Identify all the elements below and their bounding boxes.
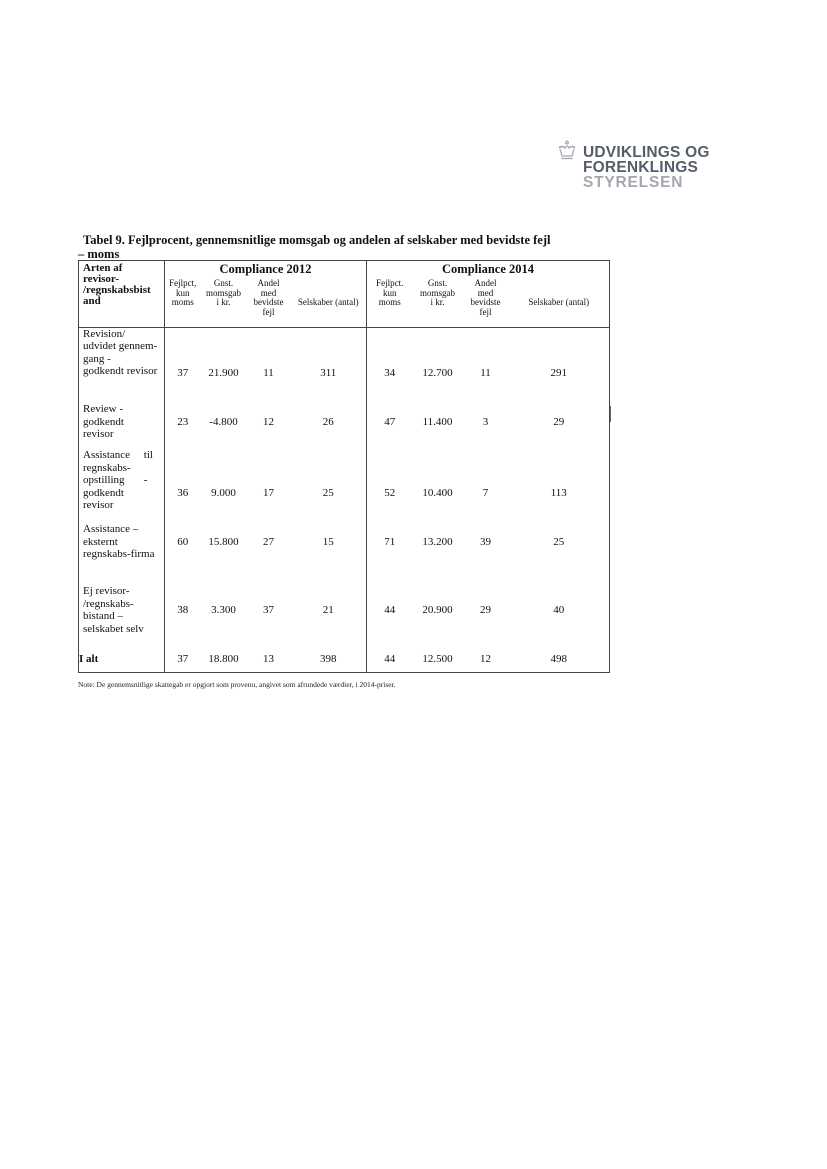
row-header-cell (79, 261, 165, 328)
cell-value: 21 (322, 604, 334, 616)
cell-value: 12 (480, 653, 492, 666)
col-header-line: Fejlpct. (376, 278, 404, 288)
cell-value: 3.300 (211, 604, 236, 616)
row-label-line: regnskabs-firma (83, 548, 155, 560)
cell-value: 18.800 (208, 653, 239, 666)
row-label-line: regnskabs- (83, 461, 131, 474)
cell-value: 9.000 (211, 487, 236, 499)
row-label-line: bistand – (83, 610, 124, 622)
row-label (79, 449, 165, 521)
col-header-fejlpct-2012 (165, 277, 201, 327)
cell-value: 44 (367, 647, 413, 672)
row-label-line: selskabet selv (83, 622, 144, 635)
col-header-line: momsgab (420, 287, 456, 298)
col-header-line: Gnst. (427, 278, 448, 288)
col-header-line: bevidste (253, 297, 284, 307)
col-header-andel-2012 (247, 277, 291, 327)
col-header-line: kun (176, 287, 190, 298)
cell-value: 60 (165, 521, 201, 577)
row-header-line: Arten af (83, 262, 123, 274)
cell-value: 291 (550, 366, 568, 379)
cell-value: 20.900 (422, 604, 453, 616)
col-header-line: Selskaber (antal) (528, 297, 590, 307)
row-label-line: Ej revisor- (83, 585, 130, 597)
cell-value: 27 (263, 536, 274, 548)
col-header-andel-2014 (463, 277, 509, 327)
cell-value: 15.800 (208, 536, 239, 548)
row-label (79, 327, 165, 403)
row-label-line: /regnskabs- (83, 597, 134, 610)
table-row (79, 449, 610, 521)
caption-line-1: Tabel 9. Fejlprocent, gennemsnitlige momsgab og andelen af selskaber med bevidste fejl (83, 233, 551, 247)
cell-value: 13.200 (422, 536, 453, 548)
col-header-line: i kr. (216, 297, 231, 307)
logo-text-line-2: FORENKLINGS (583, 159, 699, 176)
row-label-line: gang - (83, 352, 111, 365)
row-label-line: Review - (83, 403, 124, 415)
cell-value: 113 (550, 487, 567, 499)
col-header-line: fejl (262, 306, 275, 317)
cell-value: 11 (263, 366, 274, 379)
row-label-line: revisor (83, 499, 114, 511)
col-header-line: i kr. (430, 297, 445, 307)
col-header-line: med (260, 287, 277, 298)
cell-value: 12.700 (422, 366, 453, 379)
row-label-line: Revision/ (83, 327, 126, 340)
cell-value: 44 (367, 577, 413, 647)
table-row-total (79, 647, 610, 672)
cell-value: 13 (263, 653, 274, 666)
row-header-line: /regnskabsbist (83, 284, 151, 296)
col-header-line: Andel (474, 278, 497, 288)
row-label (79, 403, 165, 449)
row-label-line: eksternt (83, 535, 118, 548)
row-label-line: Assistance – (83, 523, 139, 535)
col-header-line: Fejlpct, (169, 278, 197, 288)
cell-value: 25 (322, 487, 334, 499)
table-caption (78, 233, 598, 261)
cell-value: 11.400 (422, 416, 453, 428)
cell-value: 34 (367, 327, 413, 403)
col-header-line: fejl (479, 306, 492, 317)
cell-value: 398 (320, 653, 337, 666)
cell-value: 37 (263, 604, 274, 616)
cell-value: 47 (367, 403, 413, 449)
col-header-line: med (477, 287, 494, 298)
compliance-table (78, 260, 610, 673)
cell-value: 498 (550, 653, 568, 666)
col-header-selskaber-2012 (291, 277, 367, 327)
col-header-line: Andel (257, 278, 280, 288)
cell-value: 52 (367, 449, 413, 521)
row-label-line: godkendt revisor (83, 365, 158, 377)
cell-value: 15 (322, 536, 334, 548)
agency-logo (556, 140, 726, 192)
cell-value: 40 (553, 604, 565, 616)
cell-value: 10.400 (422, 487, 453, 499)
text-cursor (610, 406, 611, 422)
row-label (79, 521, 165, 577)
col-header-fejlpct-2014 (367, 277, 413, 327)
cell-value: 26 (322, 416, 334, 428)
col-header-line: moms (171, 297, 194, 307)
cell-value: 21.900 (208, 366, 239, 379)
table-row (79, 521, 610, 577)
cell-value: 36 (165, 449, 201, 521)
col-header-momsgab-2012 (201, 277, 247, 327)
col-header-line: bevidste (470, 297, 501, 307)
cell-value: 71 (367, 521, 413, 577)
cell-value: 38 (165, 577, 201, 647)
cell-value: 7 (482, 487, 489, 499)
col-header-line: Selskaber (antal) (297, 297, 359, 307)
caption-line-2: – moms (78, 247, 120, 261)
logo-text-line-1: UDVIKLINGS OG (583, 144, 710, 161)
cell-value: 23 (165, 403, 201, 449)
group-header-2012: Compliance 2012 (165, 261, 367, 278)
col-header-line: Gnst. (213, 278, 234, 288)
logo-text-line-3: STYRELSEN (583, 174, 684, 191)
table-row (79, 327, 610, 403)
row-label-line: Assistance til (83, 449, 153, 461)
cell-value: 37 (165, 327, 201, 403)
cell-value: 12 (263, 416, 274, 428)
col-header-line: momsgab (206, 287, 241, 298)
cell-value: 39 (480, 536, 492, 548)
cell-value: 37 (165, 647, 201, 672)
cell-value: 311 (320, 366, 337, 379)
cell-value: 11 (480, 366, 491, 379)
cell-value: 3 (482, 416, 489, 428)
row-label (79, 577, 165, 647)
cell-value: 25 (553, 536, 565, 548)
cell-value: -4.800 (209, 416, 238, 428)
col-header-selskaber-2014 (509, 277, 610, 327)
col-header-momsgab-2014 (413, 277, 463, 327)
row-label-total: I alt (79, 653, 99, 665)
row-label-line: godkendt (83, 486, 124, 499)
crown-icon (556, 140, 578, 162)
group-header-2014: Compliance 2014 (367, 261, 610, 278)
row-label-line: godkendt (83, 415, 124, 428)
row-header-line: revisor- (83, 273, 120, 285)
cell-value: 29 (553, 416, 565, 428)
col-header-line: moms (378, 297, 401, 307)
row-label-line: opstilling - (83, 474, 148, 486)
row-header-line: and (83, 295, 101, 307)
table-note: Note: De gennemsnitlige skattegab er opgjort som provenu, angivet som afrundede værdier, i 2014-priser. (78, 680, 396, 689)
table-row (79, 403, 610, 449)
row-label-line: revisor (83, 428, 114, 440)
cell-value: 17 (263, 487, 274, 499)
cell-value: 12.500 (422, 653, 453, 666)
table-row (79, 577, 610, 647)
row-label-line: udvidet gennem- (83, 340, 158, 352)
col-header-line: kun (383, 287, 397, 298)
cell-value: 29 (480, 604, 492, 616)
